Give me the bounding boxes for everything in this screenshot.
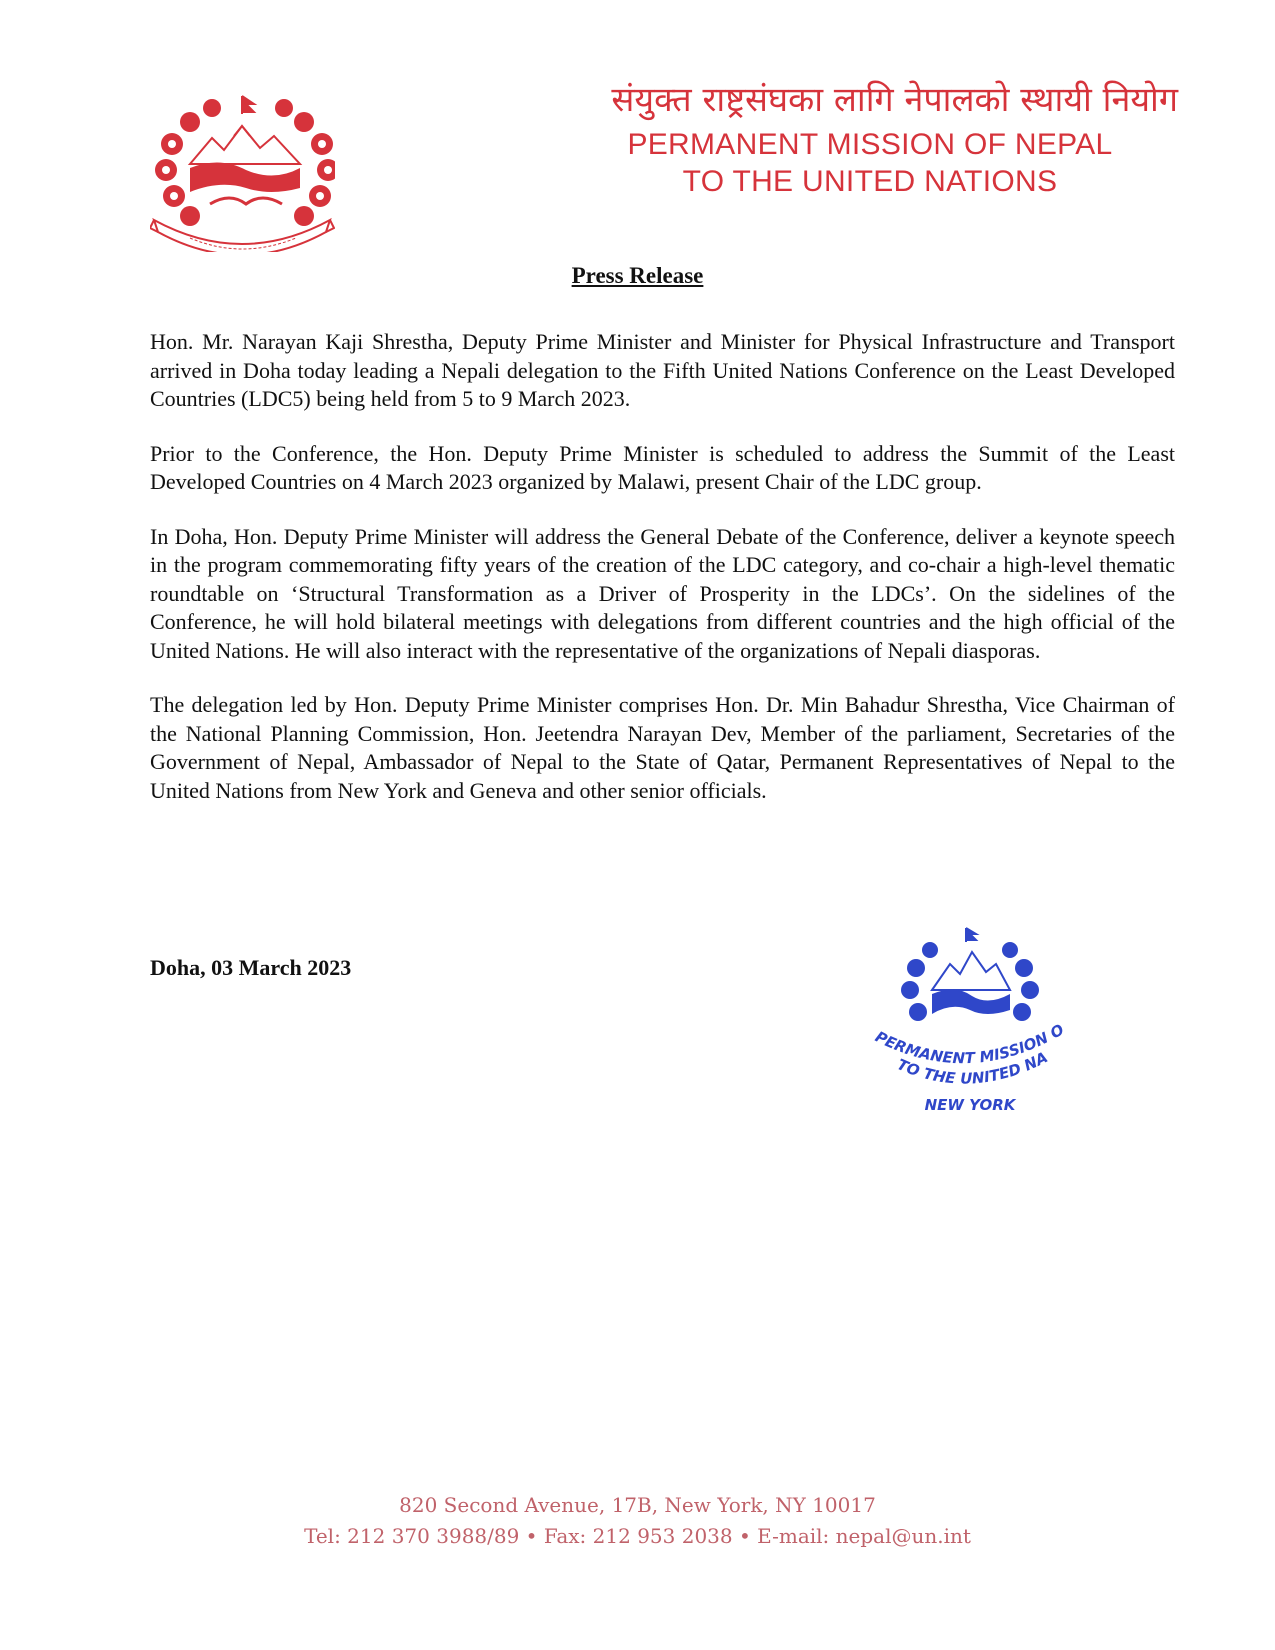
press-release-body	[150, 328, 1175, 831]
footer	[0, 1490, 1275, 1552]
dateline: Doha, 03 March 2023	[150, 955, 352, 980]
paragraph-4: The delegation led by Hon. Deputy Prime Minister comprises Hon. Dr. Min Bahadur Shrestha, Vice Chairman of the National Planning Commission, Hon. Jeetendra Narayan Dev, Member of the parliament, Secretaries of the Government of Nepal, Ambassador of Nepal to the State of Qatar, Permanent Representatives of Nepal to the United Nations from New York and Geneva and other senior officials.	[150, 692, 1175, 803]
stamp-line3: NEW YORK	[924, 1096, 1016, 1114]
paragraph-3: In Doha, Hon. Deputy Prime Minister will address the General Debate of the Conference, deliver a keynote speech in the program commemorating fifty years of the creation of the LDC category, and co-chair a high-level thematic roundtable on ‘Structural Transformation as a Driver of Prosperity in the LDCs’. On the sidelines of the Conference, he will hold bilateral meetings with delegations from different countries and the high official of the United Nations. He will also interact with the representative of the organizations of Nepali diasporas.	[150, 523, 1175, 663]
mission-seal-icon	[860, 920, 1080, 1120]
stamp-line1: PERMANENT MISSION O	[872, 1020, 1068, 1068]
letterhead-nepali-title: संयुक्त राष्ट्रसंघका लागि नेपालको स्थायी नियोग	[611, 80, 1178, 120]
paragraph-2: Prior to the Conference, the Hon. Deputy Prime Minister is scheduled to address the Summit of the Least Developed Countries on 4 March 2023 organized by Malawi, present Chair of the LDC group.	[150, 440, 1175, 494]
letterhead-english-line2: TO THE UNITED NATIONS	[682, 165, 1058, 198]
stamp-line2: TO THE UNITED NA	[894, 1048, 1050, 1088]
letterhead	[480, 78, 1200, 200]
footer-address: 820 Second Avenue, 17B, New York, NY 10017	[399, 1493, 876, 1517]
letterhead-english-line1: PERMANENT MISSION OF NEPAL	[627, 128, 1113, 161]
nepal-coat-of-arms-icon	[150, 92, 335, 252]
footer-contact: Tel: 212 370 3988/89 • Fax: 212 953 2038 • E-mail: nepal@un.int	[304, 1524, 971, 1548]
paragraph-1: Hon. Mr. Narayan Kaji Shrestha, Deputy Prime Minister and Minister for Physical Infrastructure and Transport arrived in Doha today leading a Nepali delegation to the Fifth United Nations Conference on the Least Developed Countries (LDC5) being held from 5 to 9 March 2023.	[150, 329, 1175, 411]
page-title: Press Release	[571, 263, 704, 288]
